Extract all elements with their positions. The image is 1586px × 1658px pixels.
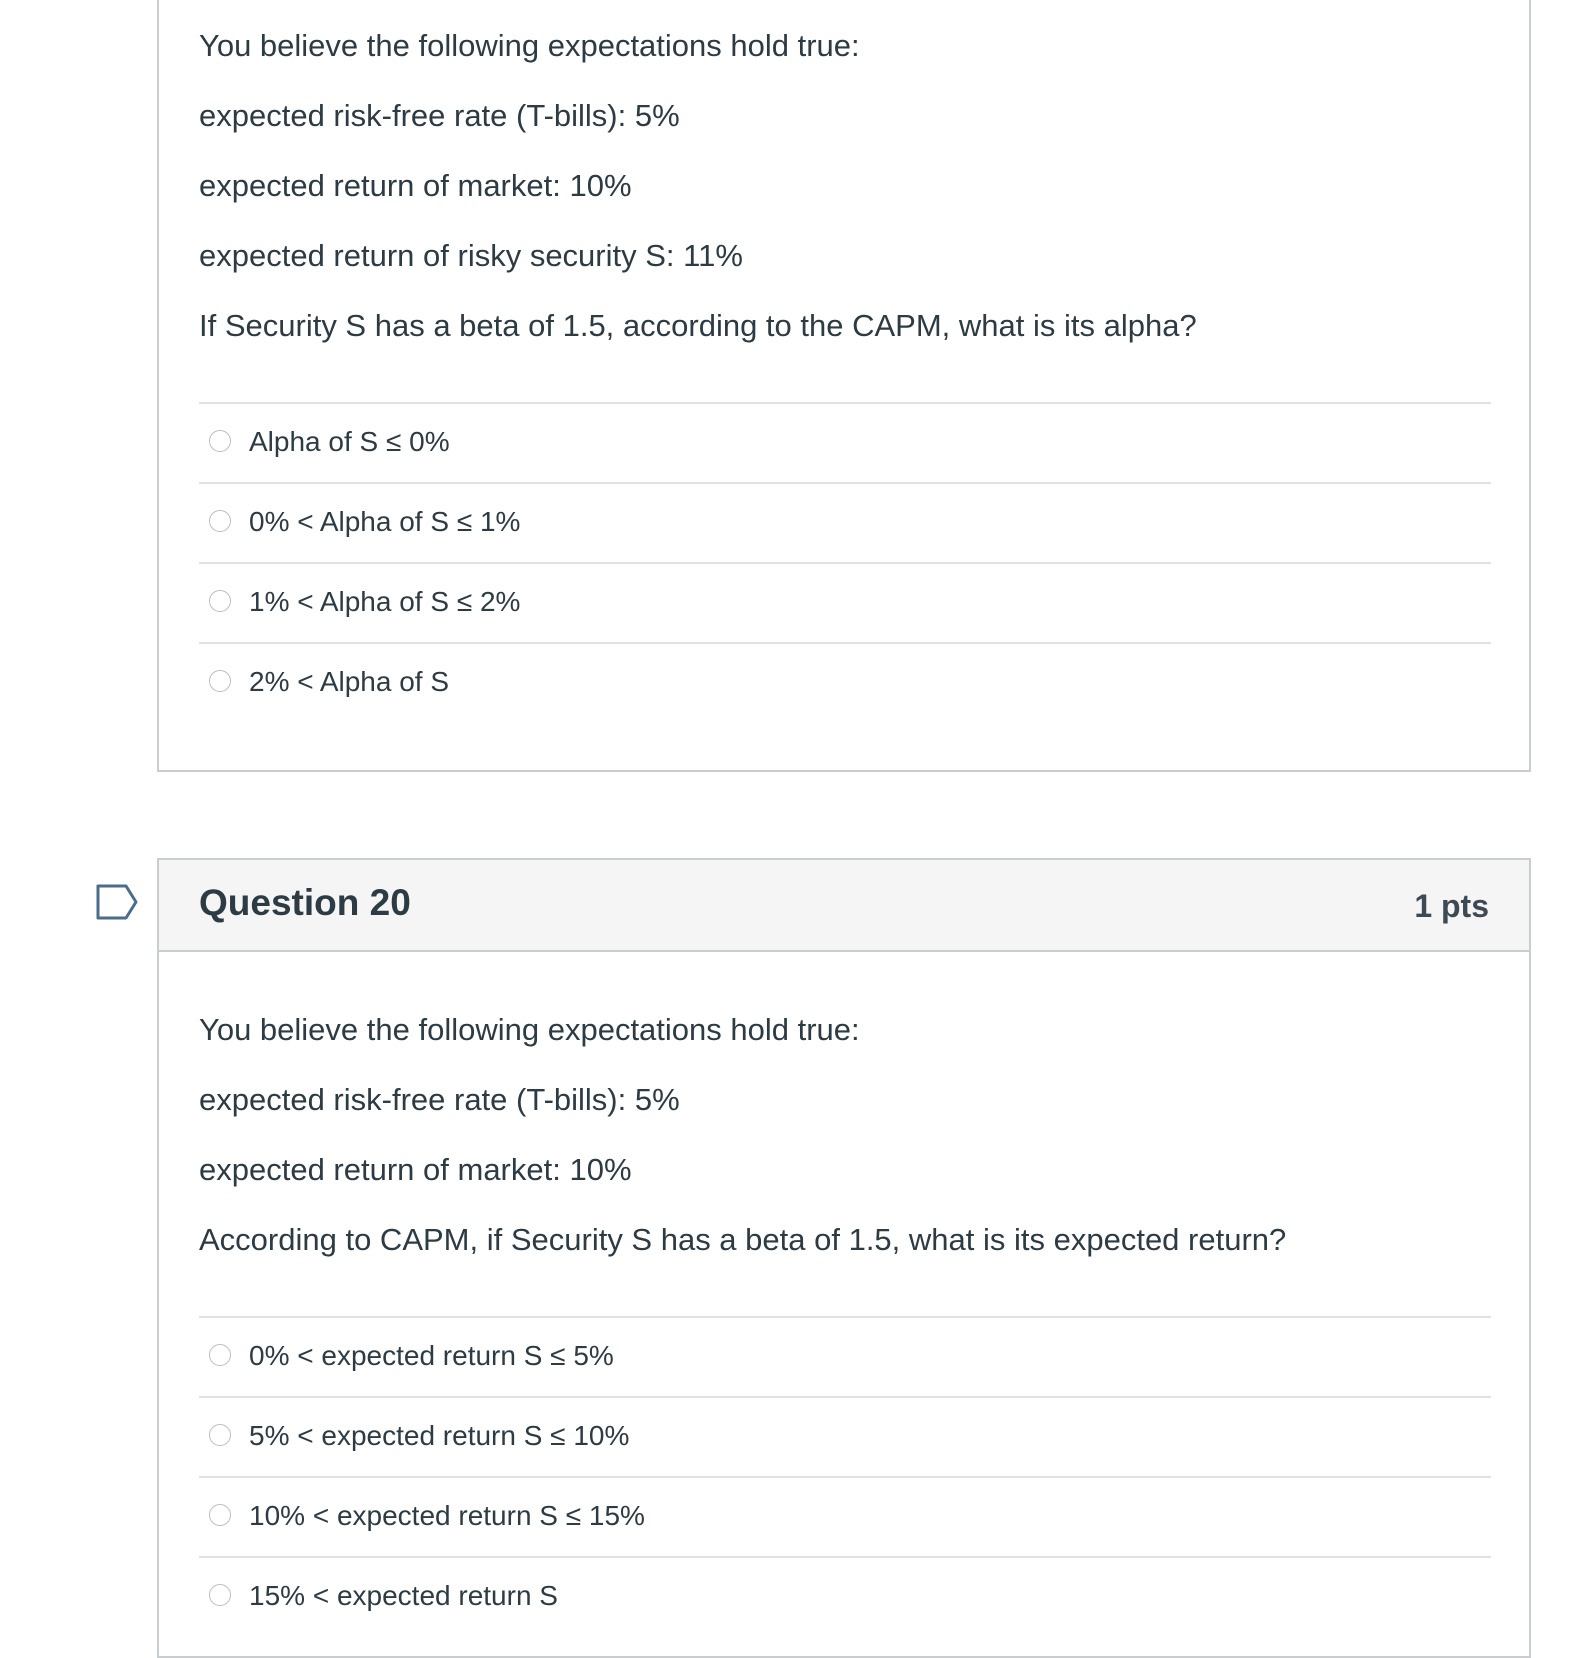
question-19-text-line: expected return of market: 10%: [199, 168, 632, 203]
question-header: [159, 860, 1529, 952]
answer-label[interactable]: 0% < Alpha of S ≤ 1%: [249, 506, 521, 537]
answer-label[interactable]: 1% < Alpha of S ≤ 2%: [249, 586, 521, 617]
question-20-answers: [199, 1316, 1491, 1636]
question-title: Question 20: [199, 882, 411, 923]
question-19-prompt: If Security S has a beta of 1.5, according to the CAPM, what is its alpha?: [199, 308, 1197, 343]
question-19-card: [157, 0, 1531, 772]
answer-option[interactable]: [199, 1316, 1491, 1396]
radio-unselected-icon[interactable]: [209, 670, 231, 692]
answer-label[interactable]: 2% < Alpha of S: [249, 666, 450, 697]
question-20-text-line: You believe the following expectations hold true:: [199, 1012, 860, 1047]
question-19-text-line: expected return of risky security S: 11%: [199, 238, 743, 273]
flag-question-icon[interactable]: [96, 884, 140, 920]
radio-unselected-icon[interactable]: [209, 1344, 231, 1366]
question-19-text-line: You believe the following expectations hold true:: [199, 28, 860, 63]
radio-unselected-icon[interactable]: [209, 590, 231, 612]
answer-label[interactable]: 5% < expected return S ≤ 10%: [249, 1420, 630, 1451]
answer-option[interactable]: [199, 1396, 1491, 1476]
question-points: 1 pts: [1414, 888, 1489, 924]
question-20-card: [157, 858, 1531, 1658]
question-19-text-line: expected risk-free rate (T-bills): 5%: [199, 98, 680, 133]
answer-option[interactable]: [199, 1476, 1491, 1556]
answer-label[interactable]: Alpha of S ≤ 0%: [249, 426, 450, 457]
answer-option[interactable]: [199, 562, 1491, 642]
question-20-text-line: expected risk-free rate (T-bills): 5%: [199, 1082, 680, 1117]
answer-label[interactable]: 10% < expected return S ≤ 15%: [249, 1500, 645, 1531]
question-19-answers: [199, 402, 1491, 722]
radio-unselected-icon[interactable]: [209, 430, 231, 452]
answer-label[interactable]: 0% < expected return S ≤ 5%: [249, 1340, 614, 1371]
radio-unselected-icon[interactable]: [209, 1424, 231, 1446]
question-20-text-line: expected return of market: 10%: [199, 1152, 632, 1187]
answer-label[interactable]: 15% < expected return S: [249, 1580, 558, 1611]
radio-unselected-icon[interactable]: [209, 1504, 231, 1526]
question-20-prompt: According to CAPM, if Security S has a beta of 1.5, what is its expected return?: [199, 1222, 1287, 1257]
answer-option[interactable]: [199, 642, 1491, 722]
answer-option[interactable]: [199, 1556, 1491, 1636]
radio-unselected-icon[interactable]: [209, 1584, 231, 1606]
answer-option[interactable]: [199, 482, 1491, 562]
answer-option[interactable]: [199, 402, 1491, 482]
radio-unselected-icon[interactable]: [209, 510, 231, 532]
